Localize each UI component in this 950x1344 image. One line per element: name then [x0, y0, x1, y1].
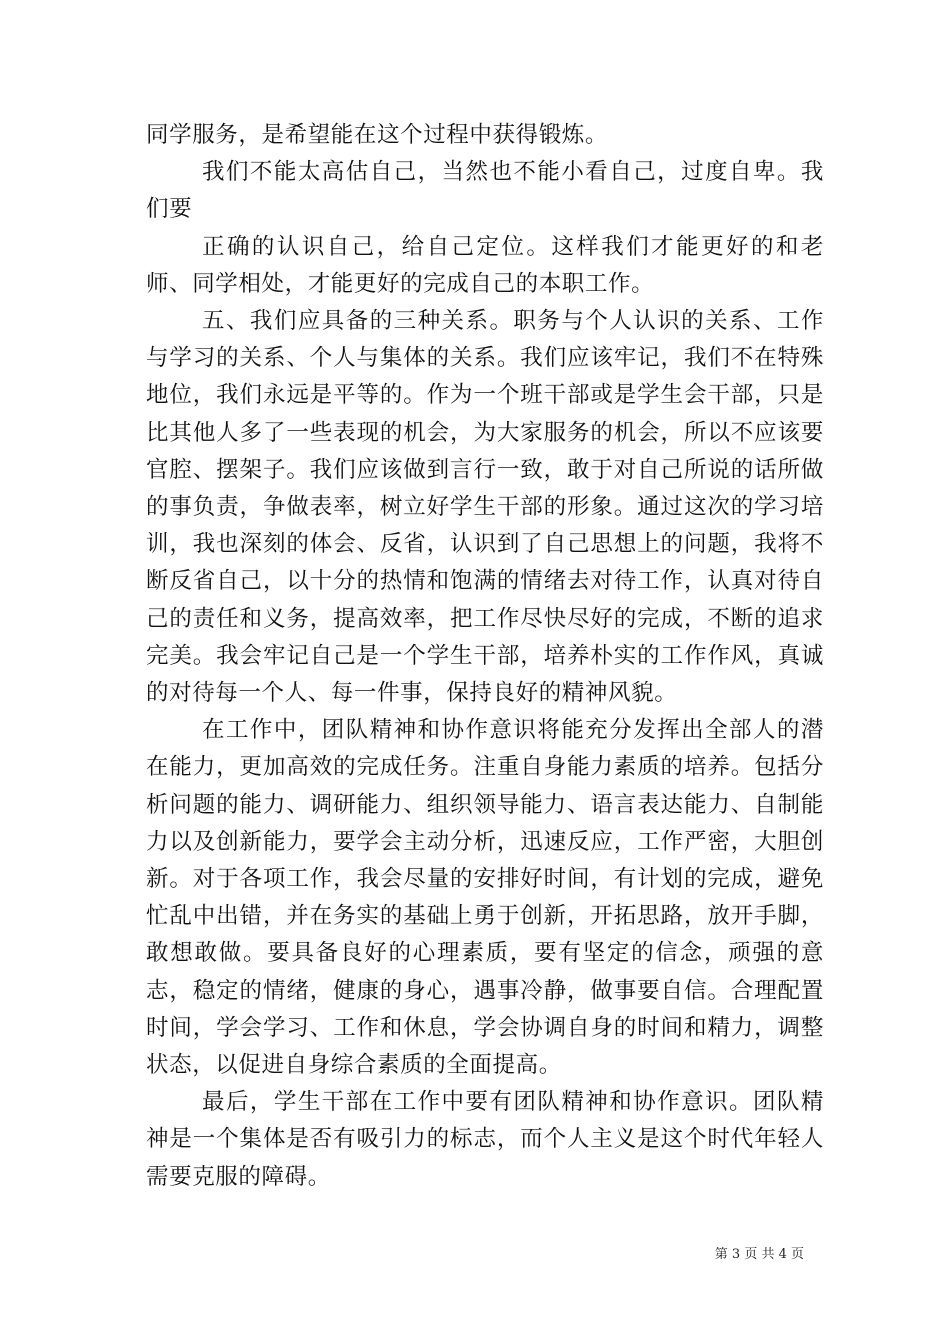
paragraph-teamwork: 在工作中，团队精神和协作意识将能充分发挥出全部人的潜在能力，更加高效的完成任务。注重自身能力素质的培养。包括分析问题的能力、调研能力、组织领导能力、语言表达能力、自制能力以及创新能力，要学会主动分析，迅速反应，工作严密，大胆创新。对于各项工作，我会尽量的安排好时间，有计划的完成，避免忙乱中出错，并在务实的基础上勇于创新，开拓思路，放开手脚，敢想敢做。要具备良好的心理素质，要有坚定的信念，顽强的意志，稳定的情绪，健康的身心，遇事冷静，做事要自信。合理配置时间，学会学习、工作和休息，学会协调自身的时间和精力，调整状态，以促进自身综合素质的全面提高。: [146, 717, 824, 1079]
paragraph-conclusion: 最后，学生干部在工作中要有团队精神和协作意识。团队精神是一个集体是否有吸引力的标志，而个人主义是这个时代年轻人需要克服的障碍。: [146, 1089, 824, 1190]
paragraph-self-assessment: 我们不能太高估自己，当然也不能小看自己，过度自卑。我们要: [146, 159, 824, 223]
paragraph-positioning: 正确的认识自己，给自己定位。这样我们才能更好的和老师、同学相处，才能更好的完成自己的本职工作。: [146, 233, 824, 297]
paragraph-continuation: 同学服务，是希望能在这个过程中获得锻炼。: [146, 122, 609, 148]
document-body: [146, 117, 824, 1196]
page-footer: 第 3 页 共 4 页: [714, 1247, 804, 1262]
paragraph-three-relations: 五、我们应具备的三种关系。职务与个人认识的关系、工作与学习的关系、个人与集体的关系。我们应该牢记，我们不在特殊地位，我们永远是平等的。作为一个班干部或是学生会干部，只是比其他人多了一些表现的机会，为大家服务的机会，所以不应该要官腔、摆架子。我们应该做到言行一致，敢于对自己所说的话所做的事负责，争做表率，树立好学生干部的形象。通过这次的学习培训，我也深刻的体会、反省，认识到了自己思想上的问题，我将不断反省自己，以十分的热情和饱满的情绪去对待工作，认真对待自己的责任和义务，提高效率，把工作尽快尽好的完成，不断的追求完美。我会牢记自己是一个学生干部，培养朴实的工作作风，真诚的对待每一个人、每一件事，保持良好的精神风貌。: [146, 308, 824, 707]
